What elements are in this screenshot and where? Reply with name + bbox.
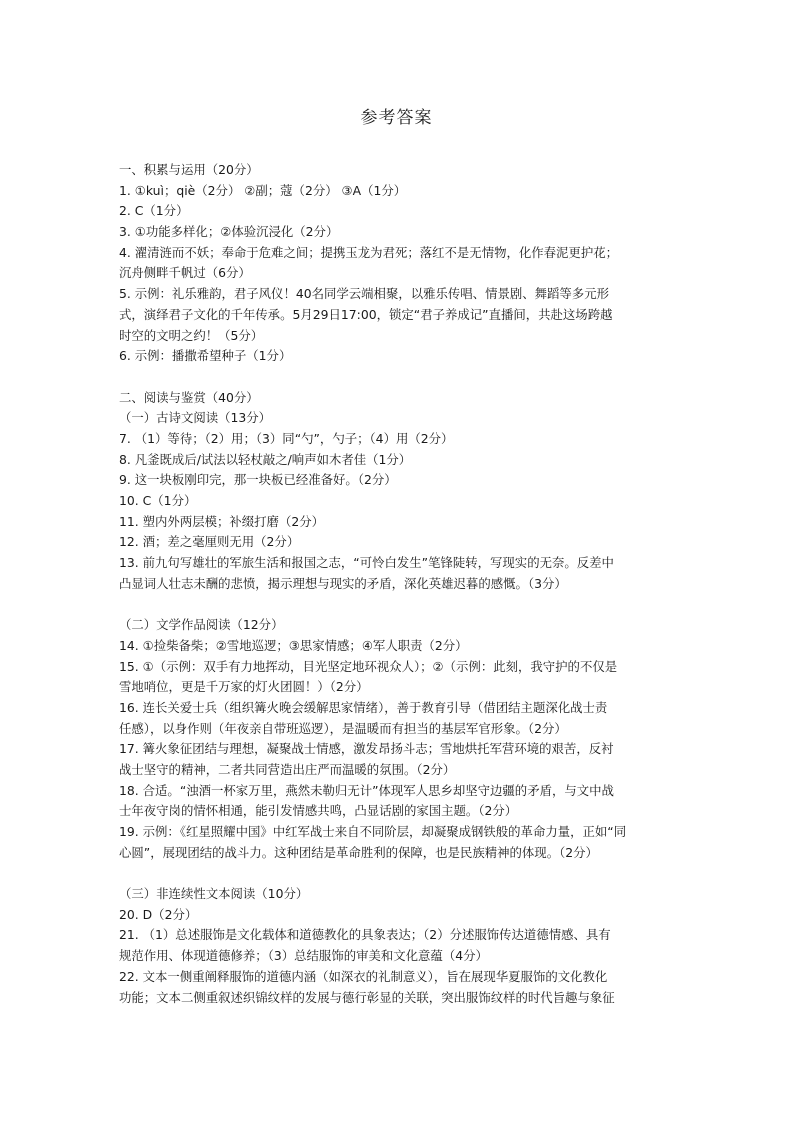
answer-line: 14. ①捡柴备柴；②雪地巡逻；③思家情感；④军人职责（2分） [119,637,468,653]
answer-line: 战士坚守的精神，二者共同营造出庄严而温暖的氛围。（2分） [119,761,456,777]
answer-line: 1. ①kuì；qiè（2分） ②副；蔻（2分） ③A（1分） [119,182,407,198]
answer-content [119,160,679,1008]
answer-line: 7. （1）等待；（2）用；（3）同“勺”，勺子；（4）用（2分） [119,430,454,446]
answer-line: 16. 连长关爱士兵（组织篝火晚会缓解思家情绪），善于教育引导（借团结主题深化战士责 [119,699,608,715]
answer-line: （一）古诗文阅读（13分） [119,410,272,426]
answer-line: 时空的文明之约！（5分） [119,327,264,343]
blank-line [119,594,679,615]
answer-line: 式，演绎君子文化的千年传承。5月29日17:00，锁定“君子养成记”直播间，共赴这场跨越 [119,306,613,322]
answer-line: 雪地哨位，更是千万家的灯火团圆！）（2分） [119,679,369,695]
answer-line: 20. D（2分） [119,906,198,922]
answer-line: 18. 合适。“浊酒一杯家万里，燕然未勒归无计”体现军人思乡却坚守边疆的矛盾，与文中战 [119,782,614,798]
answer-line: 12. 酒；差之毫厘则无用（2分） [119,534,300,550]
answer-line: 规范作用、体现道德修养；（3）总结服饰的审美和文化意蕴（4分） [119,948,488,964]
answer-line: 沉舟侧畔千帆过（6分） [119,265,251,281]
answer-line: 3. ①功能多样化；②体验沉浸化（2分） [119,224,339,240]
answer-line: 士年夜守岗的情怀相通，能引发情感共鸣，凸显话剧的家国主题。（2分） [119,803,518,819]
answer-line: 2. C（1分） [119,203,189,219]
answer-line: 15. ①（示例：双手有力地挥动，目光坚定地环视众人）；②（示例：此刻，我守护的不仅是 [119,658,618,674]
answer-line: 功能；文本二侧重叙述织锦纹样的发展与德行彰显的关联，突出服饰纹样的时代旨趣与象征 [119,989,615,1005]
answer-line: 凸显词人壮志未酬的悲愤，揭示理想与现实的矛盾，深化英雄迟暮的感慨。（3分） [119,575,567,591]
answer-line: （三）非连续性文本阅读（10分） [119,886,309,902]
blank-line [119,367,679,388]
answer-line: 二、阅读与鉴赏（40分） [119,389,259,405]
answer-line: 4. 濯清涟而不妖；奉命于危难之间；提携玉龙为君死；落红不是无情物，化作春泥更护花； [119,244,618,260]
answer-line: 8. 凡釜既成后/试法以轻杖敲之/响声如木者佳（1分） [119,451,412,467]
answer-line: 一、积累与运用（20分） [119,162,259,177]
answer-line: 心圆”，展现团结的战斗力。这种团结是革命胜利的保障，也是民族精神的体现。（2分） [119,844,598,860]
answer-line: 19. 示例：《红星照耀中国》中红军战士来自不同阶层，却凝聚成钢铁般的革命力量，正如“同 [119,824,627,839]
answer-line: 9. 这一块板刚印完，那一块板已经准备好。（2分） [119,472,397,488]
answer-line: 21. （1）总述服饰是文化载体和道德教化的具象表达；（2）分述服饰传达道德情感、具有 [119,927,611,943]
blank-line [119,863,679,884]
answer-line: 10. C（1分） [119,493,197,508]
answer-line: 11. 塑内外两层模；补缀打磨（2分） [119,513,324,529]
answer-line: 5. 示例：礼乐雅韵，君子风仪！40名同学云端相聚，以雅乐传唱、情景剧、舞蹈等多元形 [119,286,609,302]
answer-line: 17. 篝火象征团结与理想，凝聚战士情感，激发昂扬斗志；雪地烘托军营环境的艰苦，反衬 [119,741,614,757]
page-title: 参考答案 [360,108,433,128]
answer-line: 任感），以身作则（年夜亲自带班巡逻），是温暖而有担当的基层军官形象。（2分） [119,720,567,736]
answer-line: 13. 前九句写雄壮的军旅生活和报国之志，“可怜白发生”笔锋陡转，写现实的无奈。反差中 [119,555,614,571]
answer-line: 6. 示例：播撒希望种子（1分） [119,348,292,364]
answer-line: （二）文学作品阅读（12分） [119,617,284,633]
answer-line: 22. 文本一侧重阐释服饰的道德内涵（如深衣的礼制意义），旨在展现华夏服饰的文化教化 [119,968,608,984]
